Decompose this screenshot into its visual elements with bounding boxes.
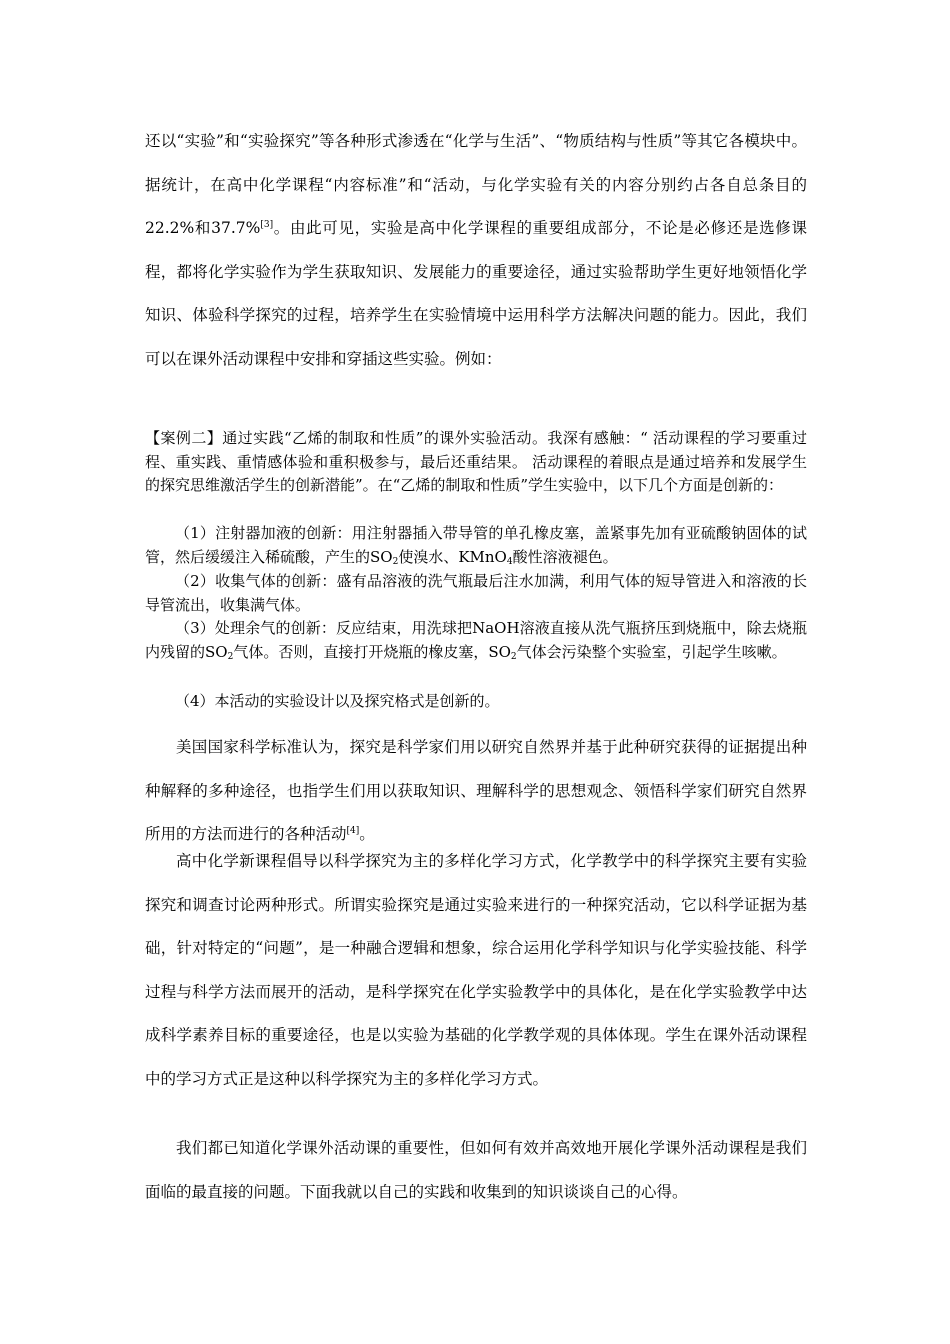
item3-text-b: 气体。否则，直接打开烧瓶的橡皮塞，SO — [233, 642, 511, 661]
item1-text-b: 使溴水、KMnO — [398, 547, 507, 566]
item3-subscript-1: 2 — [227, 651, 234, 662]
list-item-1 — [145, 522, 807, 569]
item4-text: （4）本活动的实验设计以及探究格式是创新的。 — [175, 692, 500, 710]
item1-subscript-2: 4 — [506, 556, 513, 567]
paragraph-new-curriculum — [145, 840, 807, 1101]
p4-text: 高中化学新课程倡导以科学探究为主的多样化学习方式，化学教学中的科学探究主要有实验探究和调查讨论两种形式。所谓实验探究是通过实验来进行的一种探究活动，它以科学证据为基础，针对特定的“问题”，是一种融合逻辑和想象，综合运用化学科学知识与化学实验技能、科学过程与科学方法而展开的活动，是科学探究在化学实验教学中的具体化，是在化学实验教学中达成科学素养目标的重要途径，也是以实验为基础的化学教学观的具体体现。学生在课外活动课程中的学习方式正是这种以科学探究为主的多样化学习方式。 — [145, 852, 807, 1088]
list-item-4 — [145, 690, 807, 714]
paragraph-intro — [145, 120, 807, 381]
list-item-2 — [145, 570, 807, 617]
intro-text-a: 还以“实验”和“实验探究”等各种形式渗透在“化学与生活”、“物质结构与性质”等其它各模块中。据统计，在高中化学课程“内容标准”和“活动，与化学实验有关的内容分别约占各自总条目的22.2%和37.7% — [145, 132, 807, 237]
item1-text-c: 酸性溶液褪色。 — [512, 547, 618, 566]
intro-text-b: 。由此可见，实验是高中化学课程的重要组成部分，不论是必修还是选修课程，都将化学实验作为学生获取知识、发展能力的重要途径，通过实验帮助学生更好地领悟化学知识、体验科学探究的过程，培养学生在实验情境中运用科学方法解决问题的能力。因此，我们可以在课外活动课程中安排和穿插这些实验。例如： — [145, 219, 807, 368]
paragraph-case-two — [145, 427, 807, 498]
p3-text-b: 。 — [359, 825, 375, 843]
paragraph-inquiry-definition — [145, 726, 807, 857]
p3-text-a: 美国国家科学标准认为，探究是科学家们用以研究自然界并基于此种研究获得的证据提出种种解释的多种途径，也指学生们用以获取知识、理解科学的思想观念、领悟科学家们研究自然界所用的方法而进行的各种活动 — [145, 738, 807, 843]
item3-text-c: 气体会污染整个实验室，引起学生咳嗽。 — [516, 642, 787, 661]
item1-text-a: （1）注射器加液的创新：用注射器插入带导管的单孔橡皮塞，盖紧事先加有亚硫酸钠固体的试管，然后缓缓注入稀硫酸，产生的SO — [145, 524, 807, 566]
item2-text: （2）收集气体的创新：盛有品溶液的洗气瓶最后注水加满，利用气体的短导管进入和溶液的长导管流出，收集满气体。 — [145, 572, 807, 614]
case-two-text: 【案例二】通过实践“乙烯的制取和性质”的课外实验活动。我深有感触：“ 活动课程的学习要重过程、重实践、重情感体验和重积极参与，最后还重结果。 活动课程的着眼点是通过培养和发展学生的探究思维激活学生的创新潜能”。在“乙烯的制取和性质”学生实验中，以下几个方面是创新的： — [145, 429, 807, 494]
citation-4: [4] — [346, 826, 360, 836]
item3-text-a: （3）处理余气的创新：反应结束，用洗球把NaOH溶液直接从洗气瓶挤压到烧瓶中，除去烧瓶内残留的SO — [145, 619, 807, 661]
p5-text: 我们都已知道化学课外活动课的重要性，但如何有效并高效地开展化学课外活动课程是我们面临的最直接的问题。下面我就以自己的实践和收集到的知识谈谈自己的心得。 — [145, 1139, 807, 1201]
citation-3: [3] — [260, 220, 274, 230]
paragraph-conclusion — [145, 1127, 807, 1214]
item1-subscript-1: 2 — [392, 556, 399, 567]
item3-subscript-2: 2 — [510, 651, 517, 662]
list-item-3 — [145, 617, 807, 664]
